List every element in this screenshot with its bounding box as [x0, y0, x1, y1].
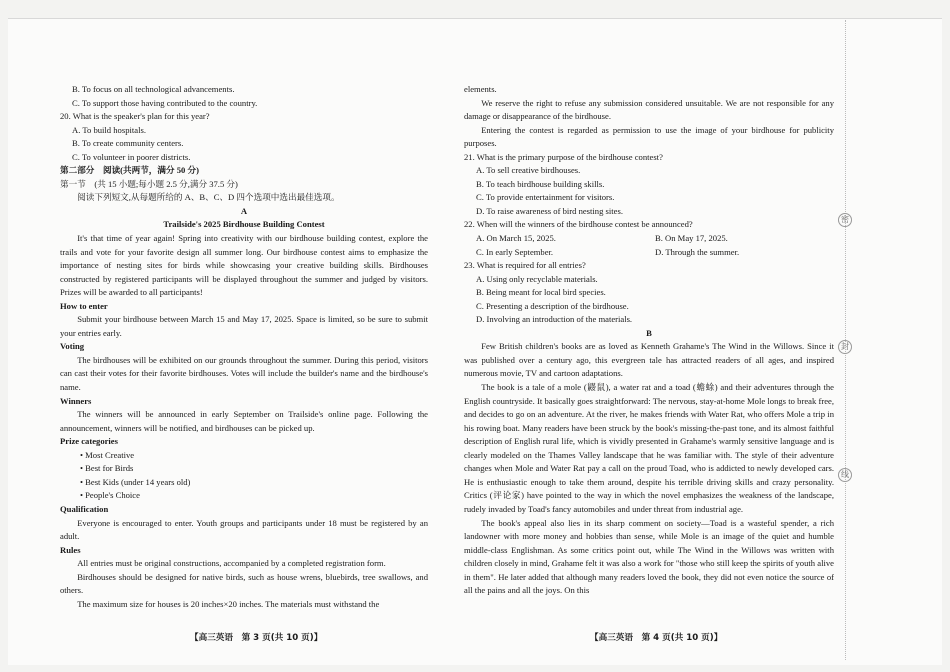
paragraph: The birdhouses will be exhibited on our grounds throughout the summer. During this period, visitors can cast their votes for their favorite birdhouses. Votes will include the builder's name and the birdhouse's name. — [60, 354, 428, 393]
paragraph: elements. — [464, 84, 497, 94]
paragraph: C. Presenting a description of the birdhouse. — [476, 300, 629, 311]
left-column — [60, 83, 428, 611]
paragraph: The maximum size for houses is 20 inches×20 inches. The materials must withstand the — [77, 598, 380, 609]
answer-option: D. Through the summer. — [655, 246, 740, 257]
answer-option: A. On March 15, 2025. — [476, 233, 556, 244]
margin-mark-envelope: 封 — [838, 340, 852, 354]
option-row — [464, 246, 834, 260]
paragraph: C. To support those having contributed to the country. — [72, 97, 258, 108]
paragraph: D. Involving an introduction of the materials. — [476, 314, 633, 325]
paragraph: 22. When will the winners of the birdhouse contest be announced? — [464, 219, 693, 230]
paragraph: 第二部分 阅读(共两节，满分 50 分) — [60, 165, 199, 176]
paragraph: Winners — [60, 395, 92, 406]
paragraph: C. To provide entertainment for visitors. — [476, 192, 615, 203]
paragraph: Trailside's 2025 Birdhouse Building Contest — [163, 219, 325, 230]
paragraph: • Best for Birds — [80, 463, 134, 474]
answer-option: B. On May 17, 2025. — [655, 233, 728, 244]
paragraph: A. To build hospitals. — [72, 124, 146, 135]
paragraph: Rules — [60, 544, 81, 555]
paragraph: B. To teach birdhouse building skills. — [476, 178, 605, 189]
paragraph: B. To create community centers. — [72, 138, 184, 149]
paragraph: A. Using only recyclable materials. — [476, 273, 598, 284]
option-row — [464, 232, 834, 246]
right-column — [464, 83, 834, 598]
paragraph: All entries must be original constructions, accompanied by a completed registration form. — [77, 558, 386, 569]
paragraph: B — [646, 327, 652, 338]
paragraph: • Best Kids (under 14 years old) — [80, 476, 191, 487]
exam-sheet — [8, 18, 942, 665]
paragraph: Entering the contest is regarded as permission to use the image of your birdhouse for publicity purposes. — [464, 124, 834, 149]
paragraph: Submit your birdhouse between March 15 and May 17, 2025. Space is limited, so be sure to submit your entries early. — [60, 314, 428, 338]
paragraph: B. To focus on all technological advancements. — [72, 84, 235, 94]
paragraph: We reserve the right to refuse any submission considered unsuitable. We are not responsible for any damage or disappearance of the birdhouse. — [464, 97, 834, 122]
paragraph: Everyone is encouraged to enter. Youth groups and participants under 18 must be registered by an adult. — [60, 517, 428, 542]
paragraph: A — [240, 205, 248, 216]
paragraph: Few British children's books are as loved as Kenneth Grahame's The Wind in the Willows. Since it was published over a century ago, this evergreen tale has attracted readers of all ages, and inspired numerous movie, TV and cartoon adaptations. — [464, 341, 834, 379]
paragraph: 第一节 (共 15 小题;每小题 2.5 分,满分 37.5 分) — [60, 178, 238, 189]
paragraph: • People's Choice — [80, 490, 140, 501]
paragraph: How to enter — [60, 300, 108, 311]
footer-right: 【高三英语 第 4 页(共 10 页)】 — [590, 633, 723, 643]
paragraph: A. To sell creative birdhouses. — [476, 165, 581, 176]
paragraph: 阅读下列短文,从每题所给的 A、B、C、D 四个选项中选出最佳选项。 — [77, 192, 340, 203]
paragraph: 21. What is the primary purpose of the birdhouse contest? — [464, 151, 663, 162]
paragraph: It's that time of year again! Spring into creativity with our birdhouse building contest, explore the trails and vote for your favorite design all summer long. Our birdhouse contest aims to emphasize the importance of nesting sites for birds while showcasing your creative building skills. Birdhouses constructed by registered participants will be displayed throughout the summer and judged by visitors. Prizes will be awarded to all participants! — [60, 233, 428, 298]
paragraph: D. To raise awareness of bird nesting sites. — [476, 205, 623, 216]
paragraph: The book is a tale of a mole (鼹鼠), a water rat and a toad (蟾蜍) and their adventures through the English countryside. It basically goes straightforward: The nervous, stay-at-home Mole longs to break free, and decides to go on an adventure. At the river, he makes friends with Water Rat, who offers Mole a trip in his rowing boat. Many readers have been struck by the book's missing-the-past tone, and its almost faithful description of English rural life, which is vividly presented in Grahame's warmly sensitive language and is clearly modeled on the Thames Valley landscape that he was familiar with. The style of their adventure changes when Mole and Water Rat pay a call on the proud Toad, who is addicted to newly developed cars. He is enthusiastic enough to take them around, despite his terrible driving skills and crazy personality. Critics (评论家) have pointed to the way in which the novel emphasizes the weakness of the landscape, rudely invaded by Toad's fancy automobiles and under threat from industrial age. — [464, 382, 834, 514]
margin-mark-seal: 密 — [838, 213, 852, 227]
paragraph: Qualification — [60, 503, 109, 514]
paragraph: Prize categories — [60, 436, 118, 447]
paragraph: • Most Creative — [80, 449, 135, 460]
paragraph: 23. What is required for all entries? — [464, 260, 586, 271]
answer-option: C. In early September. — [476, 246, 554, 257]
paragraph: C. To volunteer in poorer districts. — [72, 151, 191, 162]
paragraph: 20. What is the speaker's plan for this year? — [60, 111, 210, 122]
footer-left: 【高三英语 第 3 页(共 10 页)】 — [190, 633, 323, 643]
paragraph: B. Being meant for local bird species. — [476, 287, 606, 298]
paragraph: Voting — [60, 341, 85, 352]
paragraph: Birdhouses should be designed for native birds, such as house wrens, bluebirds, tree swallows, and others. — [60, 571, 428, 596]
paragraph: The book's appeal also lies in its sharp comment on society—Toad is a wasteful spender, a rich landowner with more money and hobbies than sense, while Mole is an image of the quiet and humble middle-class Englishman. As some critics point out, while The Wind in the Willows was written with children closely in mind, Grahame felt it was also a work for "those who still keep the spirits of youth alive in them". He later added that although many readers loved the book, they did not even notice the source of all the pains and all the joys. On this — [464, 517, 834, 596]
paragraph: The winners will be announced in early September on Trailside's online page. Following the announcement, winners will be notified, and birdhouses can be picked up. — [60, 409, 428, 433]
margin-mark-line: 线 — [838, 468, 852, 482]
